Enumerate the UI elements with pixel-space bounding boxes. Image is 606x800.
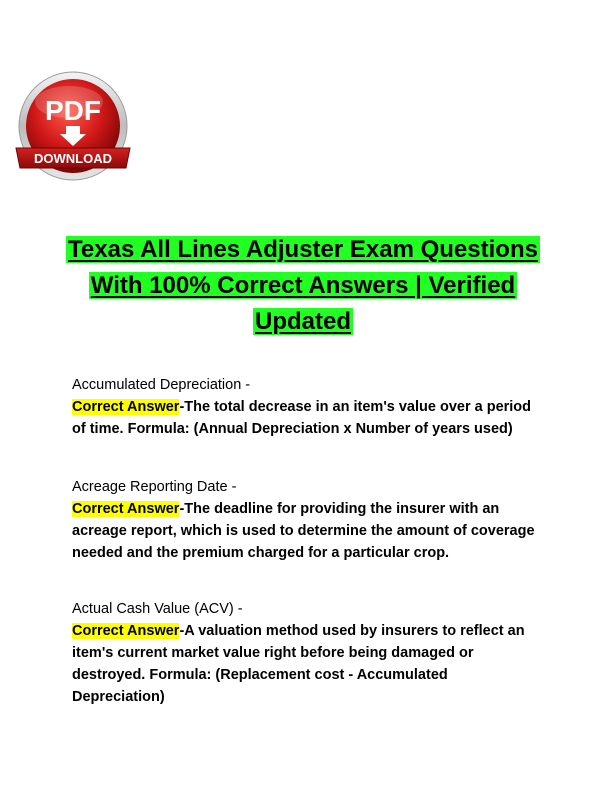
- correct-answer-label: Correct Answer: [72, 623, 180, 639]
- answer-body: -The total decrease in an item's value over a period of time. Formula: (Annual Depreciation x Number of years used): [72, 399, 532, 437]
- pdf-download-icon[interactable]: [14, 70, 132, 188]
- qa-entry: [72, 374, 542, 440]
- answer-body: -The deadline for providing the insurer with an acreage report, which is used to determine the amount of coverage needed and the premium charged for a particular crop.: [72, 501, 535, 561]
- question-term: Acreage Reporting Date -: [72, 479, 237, 495]
- correct-answer-label: Correct Answer: [72, 399, 180, 415]
- pdf-text: PDF: [45, 95, 101, 126]
- title-line-2: With 100% Correct Answers | Verified: [90, 272, 516, 299]
- title-line-3: Updated: [255, 308, 351, 335]
- qa-entry: [72, 476, 542, 564]
- answer-body: -A valuation method used by insurers to reflect an item's current market value right before being damaged or destroyed. Formula: (Replacement cost - Accumulated Depreciation): [72, 623, 525, 705]
- download-text: DOWNLOAD: [34, 151, 112, 166]
- answer-text: [72, 620, 542, 708]
- document-title: [60, 232, 546, 340]
- question-term: Actual Cash Value (ACV) -: [72, 601, 243, 617]
- answer-text: [72, 396, 542, 440]
- pdf-download-badge-svg: [14, 70, 132, 188]
- correct-answer-label: Correct Answer: [72, 501, 180, 517]
- answer-text: [72, 498, 542, 564]
- title-line-1: Texas All Lines Adjuster Exam Questions: [68, 236, 538, 263]
- qa-entry: [72, 598, 542, 708]
- question-term: Accumulated Depreciation -: [72, 377, 251, 393]
